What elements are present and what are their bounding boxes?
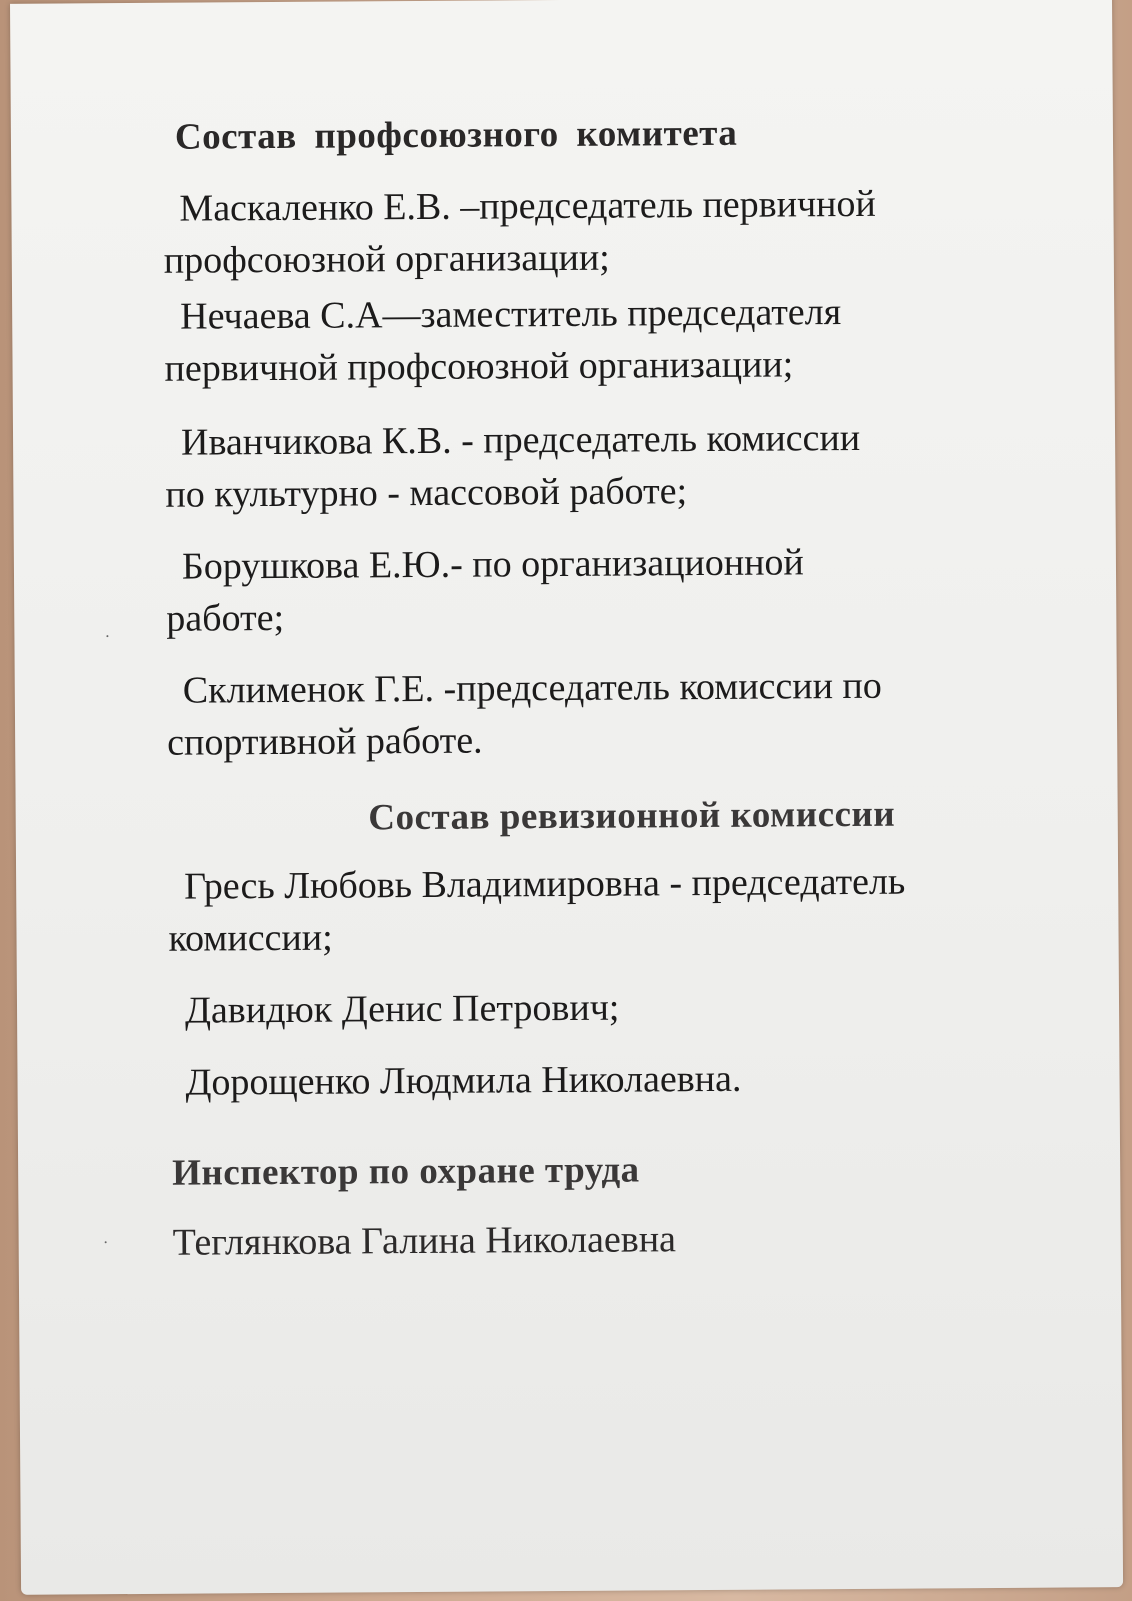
audit-member-2: Давидюк Денис Петрович; [184,986,620,1032]
committee-heading: Состав профсоюзного комитета [174,112,738,158]
inspector-name: Теглянкова Галина Николаевна [172,1218,677,1264]
committee-member-1: Маскаленко Е.В. –председатель первичной профсоюзной организации; [163,182,876,282]
paper-speck [106,635,108,637]
paper-sheet [10,0,1123,1595]
document-body [157,109,1045,1269]
committee-member-5: Склименок Г.Е. -председатель комиссии по спортивной работе. [167,664,882,764]
inspector-heading: Инспектор по охране труда [172,1149,640,1194]
paper-speck [105,1241,107,1243]
audit-member-3: Дорощенко Людмила Николаевна. [185,1057,742,1104]
committee-member-2: Нечаева С.А—заместитель председателя первичной профсоюзной организации; [164,291,842,390]
audit-member-1: Гресь Любовь Владимировна - председатель комиссии; [168,860,906,960]
audit-heading: Состав ревизионной комиссии [368,793,896,839]
committee-member-3: Иванчикова К.В. - председатель комиссии по культурно - массовой работе; [165,416,861,516]
committee-member-4: Борушкова Е.Ю.- по организационной работе; [166,541,804,640]
